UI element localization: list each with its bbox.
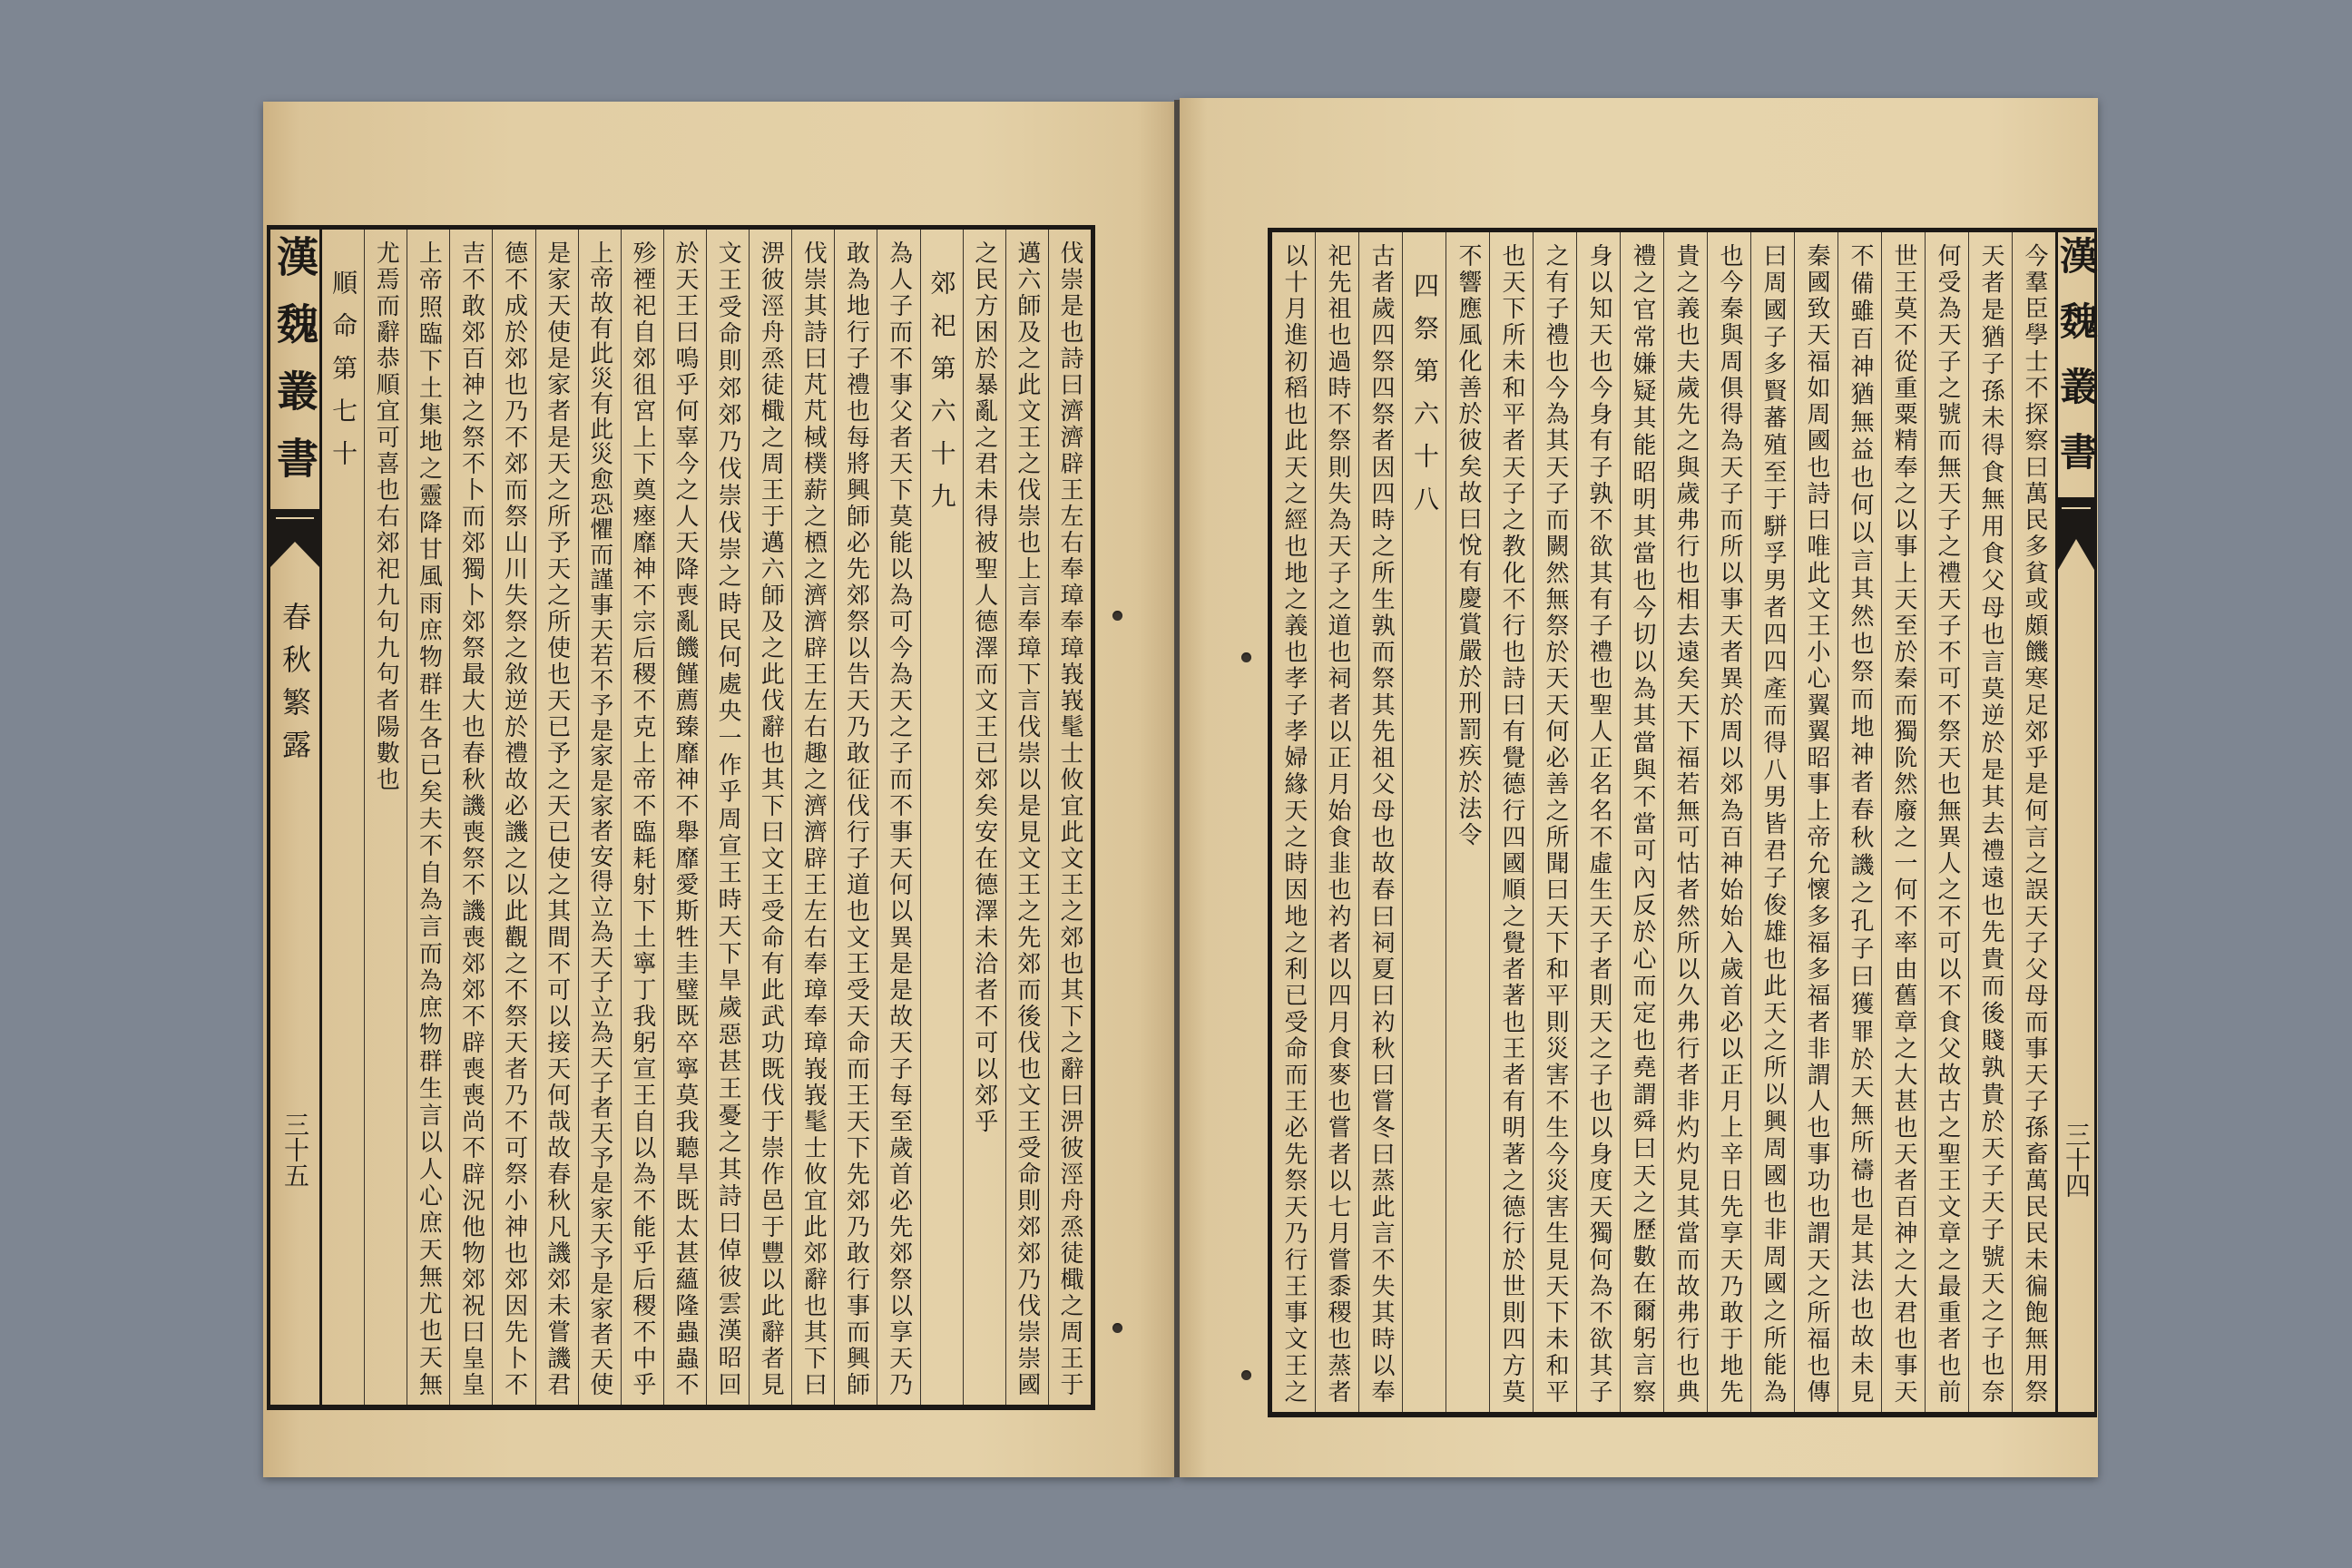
binding-hole <box>1112 611 1122 621</box>
page-number: 三十五 <box>280 1112 310 1188</box>
fishtail-mark <box>270 509 319 567</box>
right-text-columns <box>1272 232 2055 1412</box>
text-column: 貴之義也夫歲先之與歲弗行也相去遠矣天下福若無可怙者然所以久弗行者非灼灼見其當而故弗行也典 <box>1663 232 1707 1412</box>
section-title: 郊祀第六十九 <box>920 230 963 1405</box>
text-column: 於天王曰嗚乎何辜今之人天降喪亂饑饉薦臻靡神不舉靡愛斯牲圭璧既卒寧莫我聽旱既太甚蘊隆蟲蟲不 <box>663 230 706 1405</box>
binding-hole <box>1112 1323 1122 1333</box>
text-column: 邁六師及之此文王之伐崇也上言奉璋下言伐崇以是見文王之先郊而後伐也文王受命則郊郊乃伐崇崇國 <box>1005 230 1048 1405</box>
text-column: 吉不敢郊百神之祭不卜而郊獨卜郊祭最大也春秋譏喪祭不譏喪郊郊不辟喪喪尚不辟況他物郊祝曰皇皇 <box>449 230 492 1405</box>
text-column: 伐崇其詩曰芃芃棫樸薪之槱之濟濟辟王左右趣之濟濟辟王左右奉璋奉璋峩峩髦士攸宜此郊辭也其下曰 <box>791 230 834 1405</box>
text-column: 祀先祖也過時不祭則失為天子之道也祠者以正月始食韭也礿者以四月食麥也嘗者以七月嘗黍稷也蒸者 <box>1315 232 1358 1412</box>
series-title: 漢魏叢書 <box>2054 236 2099 497</box>
text-column: 之民方困於暴亂之君未得被聖人德澤而文王已郊矣安在德澤未洽者不可以郊乎 <box>963 230 1005 1405</box>
text-column: 尤焉而辭恭順宜可喜也右郊祀九句九句者陽數也 <box>364 230 407 1405</box>
text-column: 秦國致天福如周國也詩曰唯此文王小心翼翼昭事上帝允懷多福多福者非謂人也事功也謂天之所福也傳 <box>1794 232 1838 1412</box>
binding-hole <box>1241 1370 1251 1380</box>
text-column: 世王莫不從重粟精奉之以事上天至於秦而獨阭然廢之一何不率由舊章之大甚也天者百神之大君也事天 <box>1881 232 1925 1412</box>
text-column: 不響應風化善於彼矣故曰悅有慶賞嚴於刑罰疾於法令 <box>1446 232 1489 1412</box>
text-column: 也今秦與周俱得為天子而所以事天者異於周以郊為百神始始入歲首必以正月上辛日先享天乃敢于地先 <box>1707 232 1750 1412</box>
text-column: 以十月進初稻也此天之經也地之義也孝子孝婦緣天之時因地之利已受命而王必先祭天乃行王事文王之 <box>1280 243 1308 1403</box>
text-column: 為人子而不事父者天下莫能以為可今為天之子而不事天何以異是是故天子每至歲首必先郊祭以享天乃 <box>877 230 919 1405</box>
right-spine-column <box>2054 232 2099 1412</box>
left-text-columns <box>322 230 1091 1405</box>
text-column: 殄禋祀自郊徂宮上下奠瘞靡神不宗后稷不克上帝不臨耗射下土寧丁我躬宣王自以為不能乎后稷不中乎 <box>621 230 663 1405</box>
text-column: 是家天使是家者是天之所予天之所使也天已予之天已使之其間不可以接天何哉故春秋凡譏郊未嘗譏君 <box>535 230 578 1405</box>
fishtail-mark <box>2058 497 2094 570</box>
left-spine-column <box>270 230 322 1405</box>
text-column: 伐崇是也詩曰濟濟辟王左右奉璋奉璋峩峩髦士攸宜此文王之郊也其下之辭曰淠彼涇舟烝徒檝之周王于 <box>1048 230 1091 1405</box>
binding-hole <box>1241 652 1251 662</box>
text-column: 今羣臣學士不探察曰萬民多貧或頗饑寒足郊乎是何言之誤天子父母而事天子孫畜萬民民未徧飽無用祭 <box>2012 232 2055 1412</box>
text-column: 之有子禮也今為其天子而闕然無祭於天天何必善之所聞曰天下和平則災害不生今災害生見天下未和平 <box>1533 232 1576 1412</box>
text-column: 身以知天也今身有子孰不欲其有子禮也聖人正名名不虛生天子者則天之子也以身度天獨何為不欲其子 <box>1576 232 1620 1412</box>
section-title: 四祭第六十八 <box>1402 232 1446 1412</box>
text-column: 也天下所未和平者天子之教化不行也詩曰有覺德行四國順之覺者著也王者有明著之德行於世則四方莫 <box>1489 232 1533 1412</box>
left-text-frame <box>267 225 1095 1410</box>
text-column: 淠彼涇舟烝徒檝之周王于邁六師及之此伐辭也其下曰文王受命有此武功既伐于崇作邑于豐以此辭者見 <box>749 230 791 1405</box>
page-number: 三十四 <box>2062 1122 2092 1198</box>
text-column: 上帝照臨下土集地之靈降甘風雨庶物群生各已矣夫不自為言而為庶物群生言以人心庶天無尤也天無 <box>407 230 449 1405</box>
text-column: 德不成於郊也乃不郊而祭山川失祭之敘逆於禮故必譏之以此觀之不祭天者乃不可祭小神也郊因先卜不 <box>492 230 534 1405</box>
text-column: 古者歲四祭四祭者因四時之所生孰而祭其先祖父母也故春曰祠夏曰礿秋曰嘗冬曰蒸此言不失其時以奉 <box>1358 232 1402 1412</box>
text-column: 不備雖百神猶無益也何以言其然也祭而地神者春秋譏之孔子曰獲罪於天無所禱也是其法也故未見 <box>1838 232 1881 1412</box>
section-title: 順命第七十 <box>328 270 359 483</box>
text-column: 曰周國子多賢蕃殖至于駢孚男者四四產而得八男皆君子俊雄也此天之所以興周國也非周國之所能為 <box>1750 232 1794 1412</box>
book-gutter <box>1174 100 1180 1477</box>
text-column: 禮之官常嫌疑其能昭明其當也今切以為其當與不當可內反於心而定也堯謂舜曰天之歷數在爾躬言察 <box>1620 232 1663 1412</box>
text-column: 敢為地行子禮也每將興師必先郊祭以告天乃敢征伐行子道也文王受天命而王天下先郊乃敢行事而興師 <box>834 230 877 1405</box>
text-column: 文王受命則郊郊乃伐崇伐崇之時民何處央一作乎周宣王時天下旱歲惡甚王憂之其詩曰倬彼雲漢昭回 <box>706 230 749 1405</box>
series-title: 漢魏叢書 <box>270 235 319 504</box>
right-text-frame <box>1268 228 2097 1417</box>
text-column: 天者是猶子孫未得食無用食父母也言莫逆於是其去禮遠也先貴而後賤孰貴於天子天子號天之子也奈 <box>1968 232 2012 1412</box>
book-title: 春秋繁露 <box>278 602 312 772</box>
text-column: 何受為天子之號而無天子之禮天子不可不祭天也無異人之不可以不食父故古之聖王文章之最重者也前 <box>1925 232 1968 1412</box>
text-column: 上帝故有此災有此災愈恐懼而謹事天若不予是家是家者安得立為天子立為天子者天予是家天予是家者天使 <box>578 230 621 1405</box>
